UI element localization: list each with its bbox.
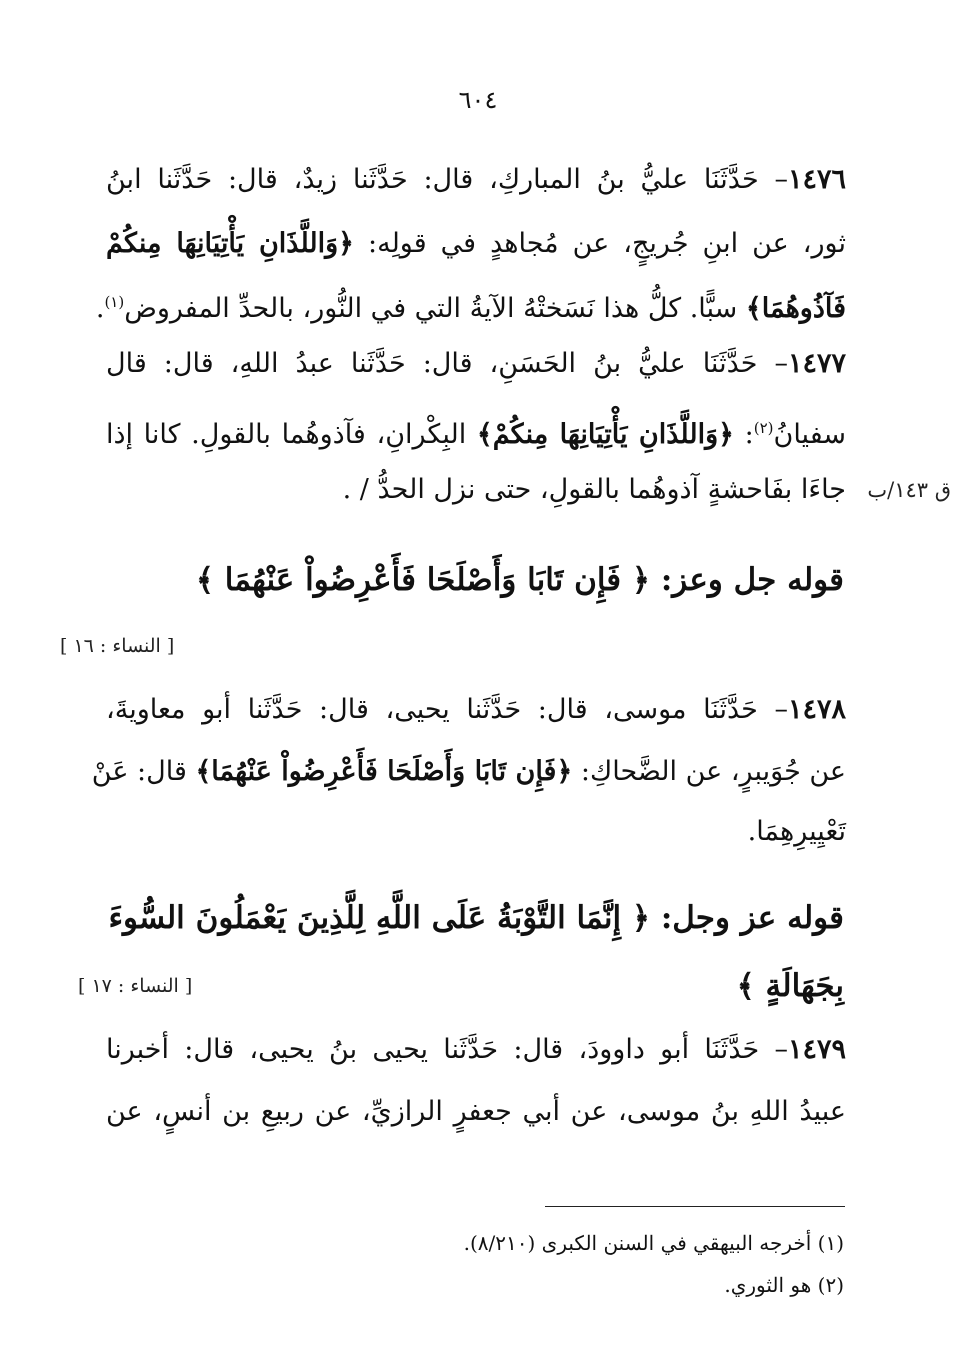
footnote-divider <box>545 1206 845 1207</box>
verse-reference-2: [ النساء : ١٧ ] <box>78 975 193 997</box>
heading-prefix: قوله جل وعز: <box>650 562 844 598</box>
verse-heading-2-line-1 <box>108 894 844 942</box>
hadith-1476-line-1: ١٤٧٦– حَدَّثَنَا عليُّ بنُ المباركِ، قال: حَدَّثَنا زيدٌ، قال: حَدَّثَنا ابنُ <box>106 164 846 195</box>
hadith-1476-line-2: ثور، عن ابنِ جُريجٍ، عن مُجاهدٍ في قولِه: ﴿وَاللَّذَانِ يَأْتِيَانِهَا مِنكُمْ <box>106 228 846 259</box>
footnote-2: (٢) هو الثوري. <box>724 1273 844 1297</box>
verse-heading-1 <box>196 556 844 604</box>
footnote-marker: (١) <box>104 293 125 311</box>
manuscript-margin-note: ق ١٤٣/ب <box>867 478 951 502</box>
hadith-1478-line-3: تَعْيِيرِهِمَا. <box>747 816 846 847</box>
footnote-1: (١) أخرجه البيهقي في السنن الكبرى (٨/٢١٠). <box>463 1231 844 1255</box>
quran-quote: ﴿فَإِن تَابَا وَأَصْلَحَا فَأَعْرِضُواْ عَنْهُمَا﴾ <box>195 756 573 787</box>
page-number: ٦٠٤ <box>458 86 498 114</box>
verse-reference-1: [ النساء : ١٦ ] <box>60 635 175 657</box>
hadith-1477-line-1: ١٤٧٧– حَدَّثَنَا عليُّ بنُ الحَسَنِ، قال: حَدَّثَنا عبدُ اللهِ، قال: قال <box>106 348 846 379</box>
hadith-number: ١٤٧٩ <box>787 1034 846 1065</box>
hadith-1479-line-1: ١٤٧٩– حَدَّثَنَا أبو داوودَ، قال: حَدَّثَنا يحيى بنُ يحيى، قال: أخبرنا <box>106 1034 846 1065</box>
footnote-marker: (٢) <box>753 419 774 437</box>
hadith-number: ١٤٧٨ <box>787 694 846 725</box>
hadith-number: ١٤٧٧ <box>787 348 846 379</box>
quran-quote: ﴿وَاللَّذَانِ يَأْتِيَانِهَا مِنكُمْ <box>106 228 354 259</box>
heading-verse: ﴿ فَإِن تَابَا وَأَصْلَحَا فَأَعْرِضُواْ عَنْهُمَا ﴾ <box>195 562 651 598</box>
hadith-1476-line-3: فَآذُوهُمَا﴾ سبًّا. كلُّ هذا نَسَختْهُ الآيةُ التي في النُّور، بالحدِّ المفروض$^{(١)}$. <box>95 293 846 324</box>
hadith-1478-line-1: ١٤٧٨– حَدَّثَنَا موسى، قال: حَدَّثَنا يحيى، قال: حَدَّثَنا أبو معاويةَ، <box>106 694 846 725</box>
hadith-1478-line-2: عن جُوَيبرٍ، عن الضَّحاكِ: ﴿فَإِن تَابَا وَأَصْلَحَا فَأَعْرِضُواْ عَنْهُمَا﴾ قال: عَنْ <box>91 756 846 787</box>
verse-heading-2-line-2: بِجَهَالَةٍ ﴾ <box>736 968 844 1004</box>
quran-quote: ﴿وَاللَّذَانِ يَأْتِيَانِهَا مِنكُمْ﴾ <box>476 419 734 450</box>
quran-quote: فَآذُوهُمَا﴾ <box>745 293 846 324</box>
heading-prefix: قوله عز وجل: <box>650 900 844 936</box>
hadith-1477-line-2: سفيانُ$^{(٢)}$: ﴿وَاللَّذَانِ يَأْتِيَانِهَا مِنكُمْ﴾ البِكْرانِ، فآذوهُما بالقولِ. كانا إذا <box>106 419 846 450</box>
hadith-1479-line-2: عبيدُ اللهِ بنُ موسى، عن أبي جعفرٍ الرازيِّ، عن ربيعِ بن أنسٍ، عن <box>106 1096 846 1127</box>
heading-verse: ﴿ إِنَّمَا التَّوْبَةُ عَلَى اللَّهِ لِلَّذِينَ يَعْمَلُونَ السُّوءَ <box>108 900 651 936</box>
hadith-1477-line-3: جاءَا بفَاحشةٍ آذوهُما بالقولِ، حتى نزل الحدُّ / . <box>342 474 846 505</box>
hadith-number: ١٤٧٦ <box>787 164 846 195</box>
